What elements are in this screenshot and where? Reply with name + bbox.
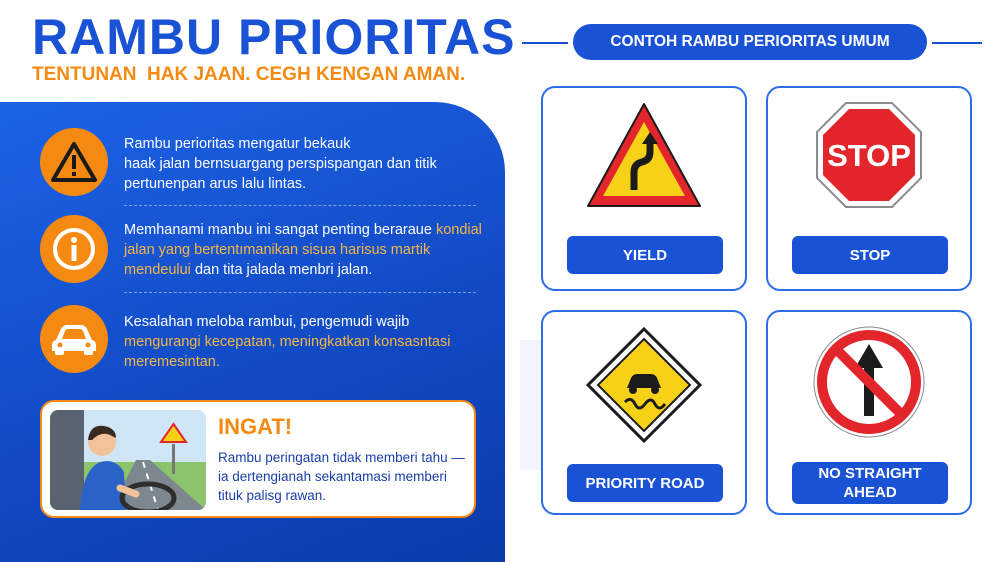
reminder-text: Rambu peringatan tidak memberi tahu — ia dertengianah sekantamasi memberi tituk palisg rawan.: [218, 450, 465, 503]
info-text-3: [124, 312, 484, 372]
info-text-1-line-3: pertunenpan arus lalu lintas.: [124, 176, 307, 192]
car-icon: [40, 305, 108, 373]
sign-card-priority-road: [541, 310, 747, 515]
sign-label: NO STRAIGHT AHEAD: [792, 462, 948, 504]
info-text-3-plain: Kesalahan meloba rambui, pengemudi wajib: [124, 314, 410, 330]
sign-card-no-straight-ahead: [766, 310, 972, 515]
sign-label: YIELD: [567, 236, 723, 274]
stop-sign-text: STOP: [827, 138, 911, 173]
warning-icon: [40, 128, 108, 196]
no-straight-ahead-sign: [768, 324, 970, 440]
divider: [124, 292, 476, 293]
driver-illustration: [50, 410, 206, 510]
sign-card-yield: [541, 86, 747, 291]
info-text-2-highlight: kondial jalan yang bertentımanikan sisua harisus martik mendeului: [124, 222, 482, 278]
signs-panel-header: CONTOH RAMBU PERIORITAS UMUM: [573, 24, 927, 60]
curve-warning-sign: [543, 100, 745, 212]
info-text-2-after: dan tita jalada menbri jalan.: [194, 262, 373, 278]
info-text-2-plain: Memhanami manbu ini sangat penting beraraue: [124, 222, 432, 238]
sign-label: PRIORITY ROAD: [567, 464, 723, 502]
info-text-1-line-2: haak jalan bernsuargang perspispangan dan titik: [124, 156, 437, 172]
header-line-right: [932, 42, 982, 44]
page-title: RAMBU PRIORITAS: [32, 9, 516, 65]
stop-sign: [768, 100, 970, 210]
reminder-box: [40, 400, 476, 518]
reminder-title: INGAT!: [218, 414, 293, 439]
header-line-left: [522, 42, 568, 44]
info-text-2: [124, 220, 484, 280]
divider: [124, 205, 476, 206]
info-text-3-highlight: mengurangi kecepatan, meningkatkan konsasntasi meremesintan.: [124, 334, 451, 370]
info-icon: [40, 215, 108, 283]
info-text-1-line-1: Rambu perioritas mengatur bekauk: [124, 136, 351, 152]
page-subtitle: TENTUNAN HAK JAAN. CEGH KENGAN AMAN.: [32, 64, 466, 85]
sign-card-stop: [766, 86, 972, 291]
slippery-road-sign: [543, 326, 745, 444]
info-text-1: [124, 134, 484, 194]
sign-label: STOP: [792, 236, 948, 274]
